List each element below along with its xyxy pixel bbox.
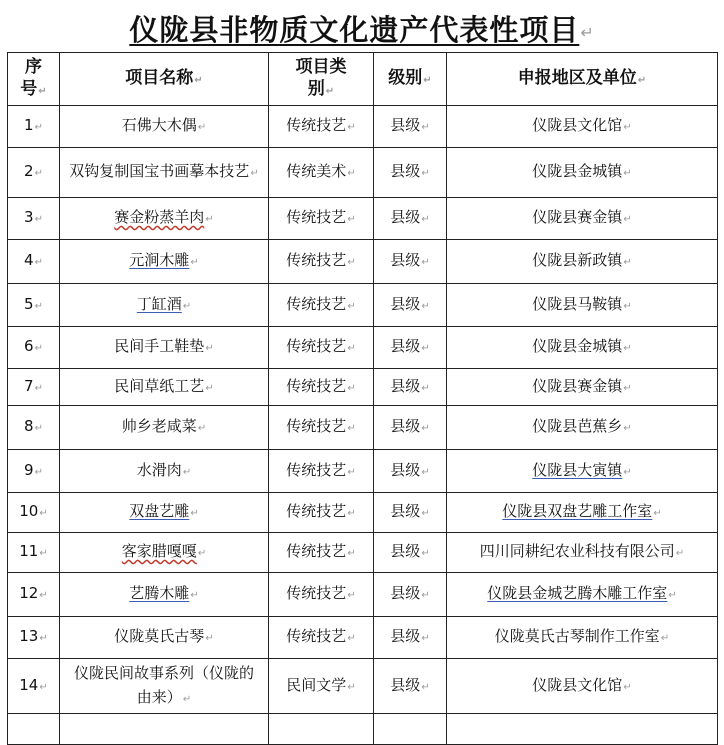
cell-unit: 仪陇县金城镇↵ <box>447 148 718 198</box>
paragraph-mark-icon: ↵ <box>347 548 356 559</box>
paragraph-mark-icon: ↵ <box>182 466 192 478</box>
table-row-partial <box>8 714 718 745</box>
paragraph-mark-icon: ↵ <box>660 633 670 644</box>
table-row <box>8 148 718 198</box>
header-index: 序号↵ <box>8 53 60 106</box>
paragraph-mark-icon: ↵ <box>421 681 430 693</box>
cell-category: 传统技艺↵ <box>269 406 374 450</box>
paragraph-mark-icon: ↵ <box>39 548 48 559</box>
cell-level: 县级↵ <box>374 369 447 406</box>
paragraph-mark-icon: ↵ <box>205 382 214 394</box>
cell-name: 双盘艺雕↵ <box>60 493 269 533</box>
cell-category: 传统技艺↵ <box>269 284 374 327</box>
paragraph-mark-icon: ↵ <box>421 548 430 559</box>
header-level: 级别↵ <box>374 53 447 106</box>
cell-name: 丁缸酒↵ <box>60 284 269 327</box>
paragraph-mark-icon: ↵ <box>421 300 430 312</box>
cell-name: 仪陇民间故事系列（仪陇的由来）↵ <box>60 659 269 714</box>
paragraph-mark-icon: ↵ <box>34 122 43 133</box>
cell-index: 8↵ <box>8 406 60 450</box>
cell-level: 县级↵ <box>374 659 447 714</box>
paragraph-mark-icon: ↵ <box>653 508 662 519</box>
paragraph-mark-icon: ↵ <box>205 343 214 354</box>
paragraph-mark-icon: ↵ <box>675 548 685 559</box>
paragraph-mark-icon: ↵ <box>421 423 430 434</box>
cell-level: 县级↵ <box>374 493 447 533</box>
cell-category: 传统技艺↵ <box>269 106 374 148</box>
paragraph-mark-icon: ↵ <box>668 590 677 601</box>
paragraph-mark-icon: ↵ <box>421 168 430 179</box>
cell-unit: 仪陇县赛金镇↵ <box>447 369 718 406</box>
paragraph-mark-icon: ↵ <box>34 423 43 434</box>
paragraph-mark-icon: ↵ <box>347 423 356 434</box>
paragraph-mark-icon: ↵ <box>623 122 632 133</box>
header-unit: 申报地区及单位↵ <box>447 53 718 106</box>
cell-level: 县级↵ <box>374 198 447 240</box>
paragraph-mark-icon: ↵ <box>190 257 199 268</box>
cell-name: 赛金粉蒸羊肉↵ <box>60 198 269 240</box>
cell-unit: 仪陇县双盘艺雕工作室↵ <box>447 493 718 533</box>
cell-level: 县级↵ <box>374 148 447 198</box>
cell-unit: 仪陇县文化馆↵ <box>447 106 718 148</box>
cell-index: 13↵ <box>8 617 60 659</box>
table-row <box>8 450 718 493</box>
paragraph-mark-icon: ↵ <box>39 633 48 644</box>
cell-index: 6↵ <box>8 327 60 369</box>
cell-category: 传统技艺↵ <box>269 573 374 617</box>
paragraph-mark-icon: ↵ <box>39 508 48 519</box>
cell-category: 传统技艺↵ <box>269 369 374 406</box>
paragraph-mark-icon: ↵ <box>34 300 43 312</box>
cell-level: 县级↵ <box>374 327 447 369</box>
paragraph-mark-icon: ↵ <box>34 466 43 478</box>
paragraph-mark-icon: ↵ <box>623 300 632 312</box>
paragraph-mark-icon: ↵ <box>182 693 192 705</box>
cell-unit: 仪陇县芭蕉乡↵ <box>447 406 718 450</box>
paragraph-mark-icon: ↵ <box>205 214 214 225</box>
table-row <box>8 533 718 573</box>
paragraph-mark-icon: ↵ <box>623 423 632 434</box>
paragraph-mark-icon: ↵ <box>197 122 207 133</box>
paragraph-mark-icon: ↵ <box>347 466 356 478</box>
cell-level: 县级↵ <box>374 533 447 573</box>
cell-category: 传统技艺↵ <box>269 240 374 284</box>
cell-index: 11↵ <box>8 533 60 573</box>
paragraph-mark-icon: ↵ <box>34 343 43 354</box>
table-row <box>8 617 718 659</box>
table-row <box>8 198 718 240</box>
cell-name: 水滑肉↵ <box>60 450 269 493</box>
cell-unit: 仪陇莫氏古琴制作工作室↵ <box>447 617 718 659</box>
table-row <box>8 659 718 714</box>
paragraph-mark-icon: ↵ <box>421 508 430 519</box>
cell-name: 民间手工鞋垫↵ <box>60 327 269 369</box>
paragraph-mark-icon: ↵ <box>347 382 356 394</box>
cell-category: 传统技艺↵ <box>269 493 374 533</box>
paragraph-mark-icon: ↵ <box>39 681 48 693</box>
cell-unit: 四川同耕纪农业科技有限公司↵ <box>447 533 718 573</box>
cell-category: 传统美术↵ <box>269 148 374 198</box>
cell-category: 传统技艺↵ <box>269 198 374 240</box>
cell-name: 艺腾木雕↵ <box>60 573 269 617</box>
cell-level: 县级↵ <box>374 240 447 284</box>
cell-level: 县级↵ <box>374 106 447 148</box>
cell-name: 客家腊嘎嘎↵ <box>60 533 269 573</box>
paragraph-mark-icon: ↵ <box>347 343 356 354</box>
paragraph-mark-icon: ↵ <box>34 382 43 394</box>
paragraph-mark-icon: ↵ <box>205 633 214 644</box>
cell-name: 石佛大木偶↵ <box>60 106 269 148</box>
cell-index: 9↵ <box>8 450 60 493</box>
paragraph-mark-icon: ↵ <box>347 168 356 179</box>
paragraph-mark-icon: ↵ <box>623 257 632 268</box>
paragraph-mark-icon: ↵ <box>421 633 430 644</box>
paragraph-mark-icon: ↵ <box>421 382 430 394</box>
table-header-row <box>8 53 718 106</box>
paragraph-mark-icon: ↵ <box>347 257 356 268</box>
paragraph-mark-icon: ↵ <box>190 590 199 601</box>
paragraph-mark-icon: ↵ <box>182 300 192 312</box>
paragraph-mark-icon: ↵ <box>347 590 356 601</box>
paragraph-mark-icon: ↵ <box>623 214 632 225</box>
paragraph-mark-icon: ↵ <box>421 122 430 133</box>
cell-unit: 仪陇县金城镇↵ <box>447 327 718 369</box>
cell-name: 帅乡老咸菜↵ <box>60 406 269 450</box>
paragraph-mark-icon: ↵ <box>347 633 356 644</box>
table-row <box>8 369 718 406</box>
table-row <box>8 573 718 617</box>
cell-index: 4↵ <box>8 240 60 284</box>
paragraph-mark-icon: ↵ <box>623 382 632 394</box>
cell-category: 传统技艺↵ <box>269 533 374 573</box>
paragraph-mark-icon: ↵ <box>34 168 43 179</box>
paragraph-mark-icon: ↵ <box>421 257 430 268</box>
paragraph-mark-icon: ↵ <box>190 508 199 519</box>
table-row <box>8 327 718 369</box>
table-row <box>8 284 718 327</box>
paragraph-mark-icon: ↵ <box>580 22 595 42</box>
paragraph-mark-icon: ↵ <box>347 681 356 693</box>
paragraph-mark-icon: ↵ <box>347 508 356 519</box>
table-row <box>8 106 718 148</box>
cell-category: 民间文学↵ <box>269 659 374 714</box>
cell-unit: 仪陇县赛金镇↵ <box>447 198 718 240</box>
cell-name: 双钩复制国宝书画摹本技艺↵ <box>60 148 269 198</box>
cell-name: 元涧木雕↵ <box>60 240 269 284</box>
cell-level: 县级↵ <box>374 573 447 617</box>
cell-level: 县级↵ <box>374 406 447 450</box>
cell-index: 10↵ <box>8 493 60 533</box>
paragraph-mark-icon: ↵ <box>421 590 430 601</box>
cell-index: 2↵ <box>8 148 60 198</box>
cell-level: 县级↵ <box>374 617 447 659</box>
cell-level: 县级↵ <box>374 284 447 327</box>
cell-index: 3↵ <box>8 198 60 240</box>
paragraph-mark-icon: ↵ <box>34 214 43 225</box>
paragraph-mark-icon: ↵ <box>623 681 632 693</box>
paragraph-mark-icon: ↵ <box>623 343 632 354</box>
table-row <box>8 406 718 450</box>
paragraph-mark-icon: ↵ <box>421 214 430 225</box>
cell-category: 传统技艺↵ <box>269 327 374 369</box>
paragraph-mark-icon: ↵ <box>421 343 430 354</box>
cell-level: 县级↵ <box>374 450 447 493</box>
cell-index: 1↵ <box>8 106 60 148</box>
cell-index: 14↵ <box>8 659 60 714</box>
document-title: 仪陇县非物质文化遗产代表性项目↵ <box>129 13 595 47</box>
table-row <box>8 240 718 284</box>
cell-unit: 仪陇县马鞍镇↵ <box>447 284 718 327</box>
header-category: 项目类别↵ <box>269 53 374 106</box>
cell-unit: 仪陇县文化馆↵ <box>447 659 718 714</box>
cell-category: 传统技艺↵ <box>269 450 374 493</box>
paragraph-mark-icon: ↵ <box>623 466 632 478</box>
paragraph-mark-icon: ↵ <box>421 466 430 478</box>
paragraph-mark-icon: ↵ <box>197 423 207 434</box>
cell-index: 12↵ <box>8 573 60 617</box>
cell-index: 5↵ <box>8 284 60 327</box>
cell-name: 民间草纸工艺↵ <box>60 369 269 406</box>
table-row <box>8 493 718 533</box>
cell-unit: 仪陇县金城艺腾木雕工作室↵ <box>447 573 718 617</box>
cell-name: 仪陇莫氏古琴↵ <box>60 617 269 659</box>
cell-category: 传统技艺↵ <box>269 617 374 659</box>
cell-unit: 仪陇县大寅镇↵ <box>447 450 718 493</box>
paragraph-mark-icon: ↵ <box>347 214 356 225</box>
cell-index: 7↵ <box>8 369 60 406</box>
paragraph-mark-icon: ↵ <box>39 590 48 601</box>
cell-unit: 仪陇县新政镇↵ <box>447 240 718 284</box>
heritage-table <box>7 52 718 745</box>
header-name: 项目名称↵ <box>60 53 269 106</box>
paragraph-mark-icon: ↵ <box>347 122 356 133</box>
paragraph-mark-icon: ↵ <box>34 257 43 268</box>
paragraph-mark-icon: ↵ <box>347 300 356 312</box>
paragraph-mark-icon: ↵ <box>197 548 207 559</box>
paragraph-mark-icon: ↵ <box>250 168 259 179</box>
paragraph-mark-icon: ↵ <box>623 168 632 179</box>
